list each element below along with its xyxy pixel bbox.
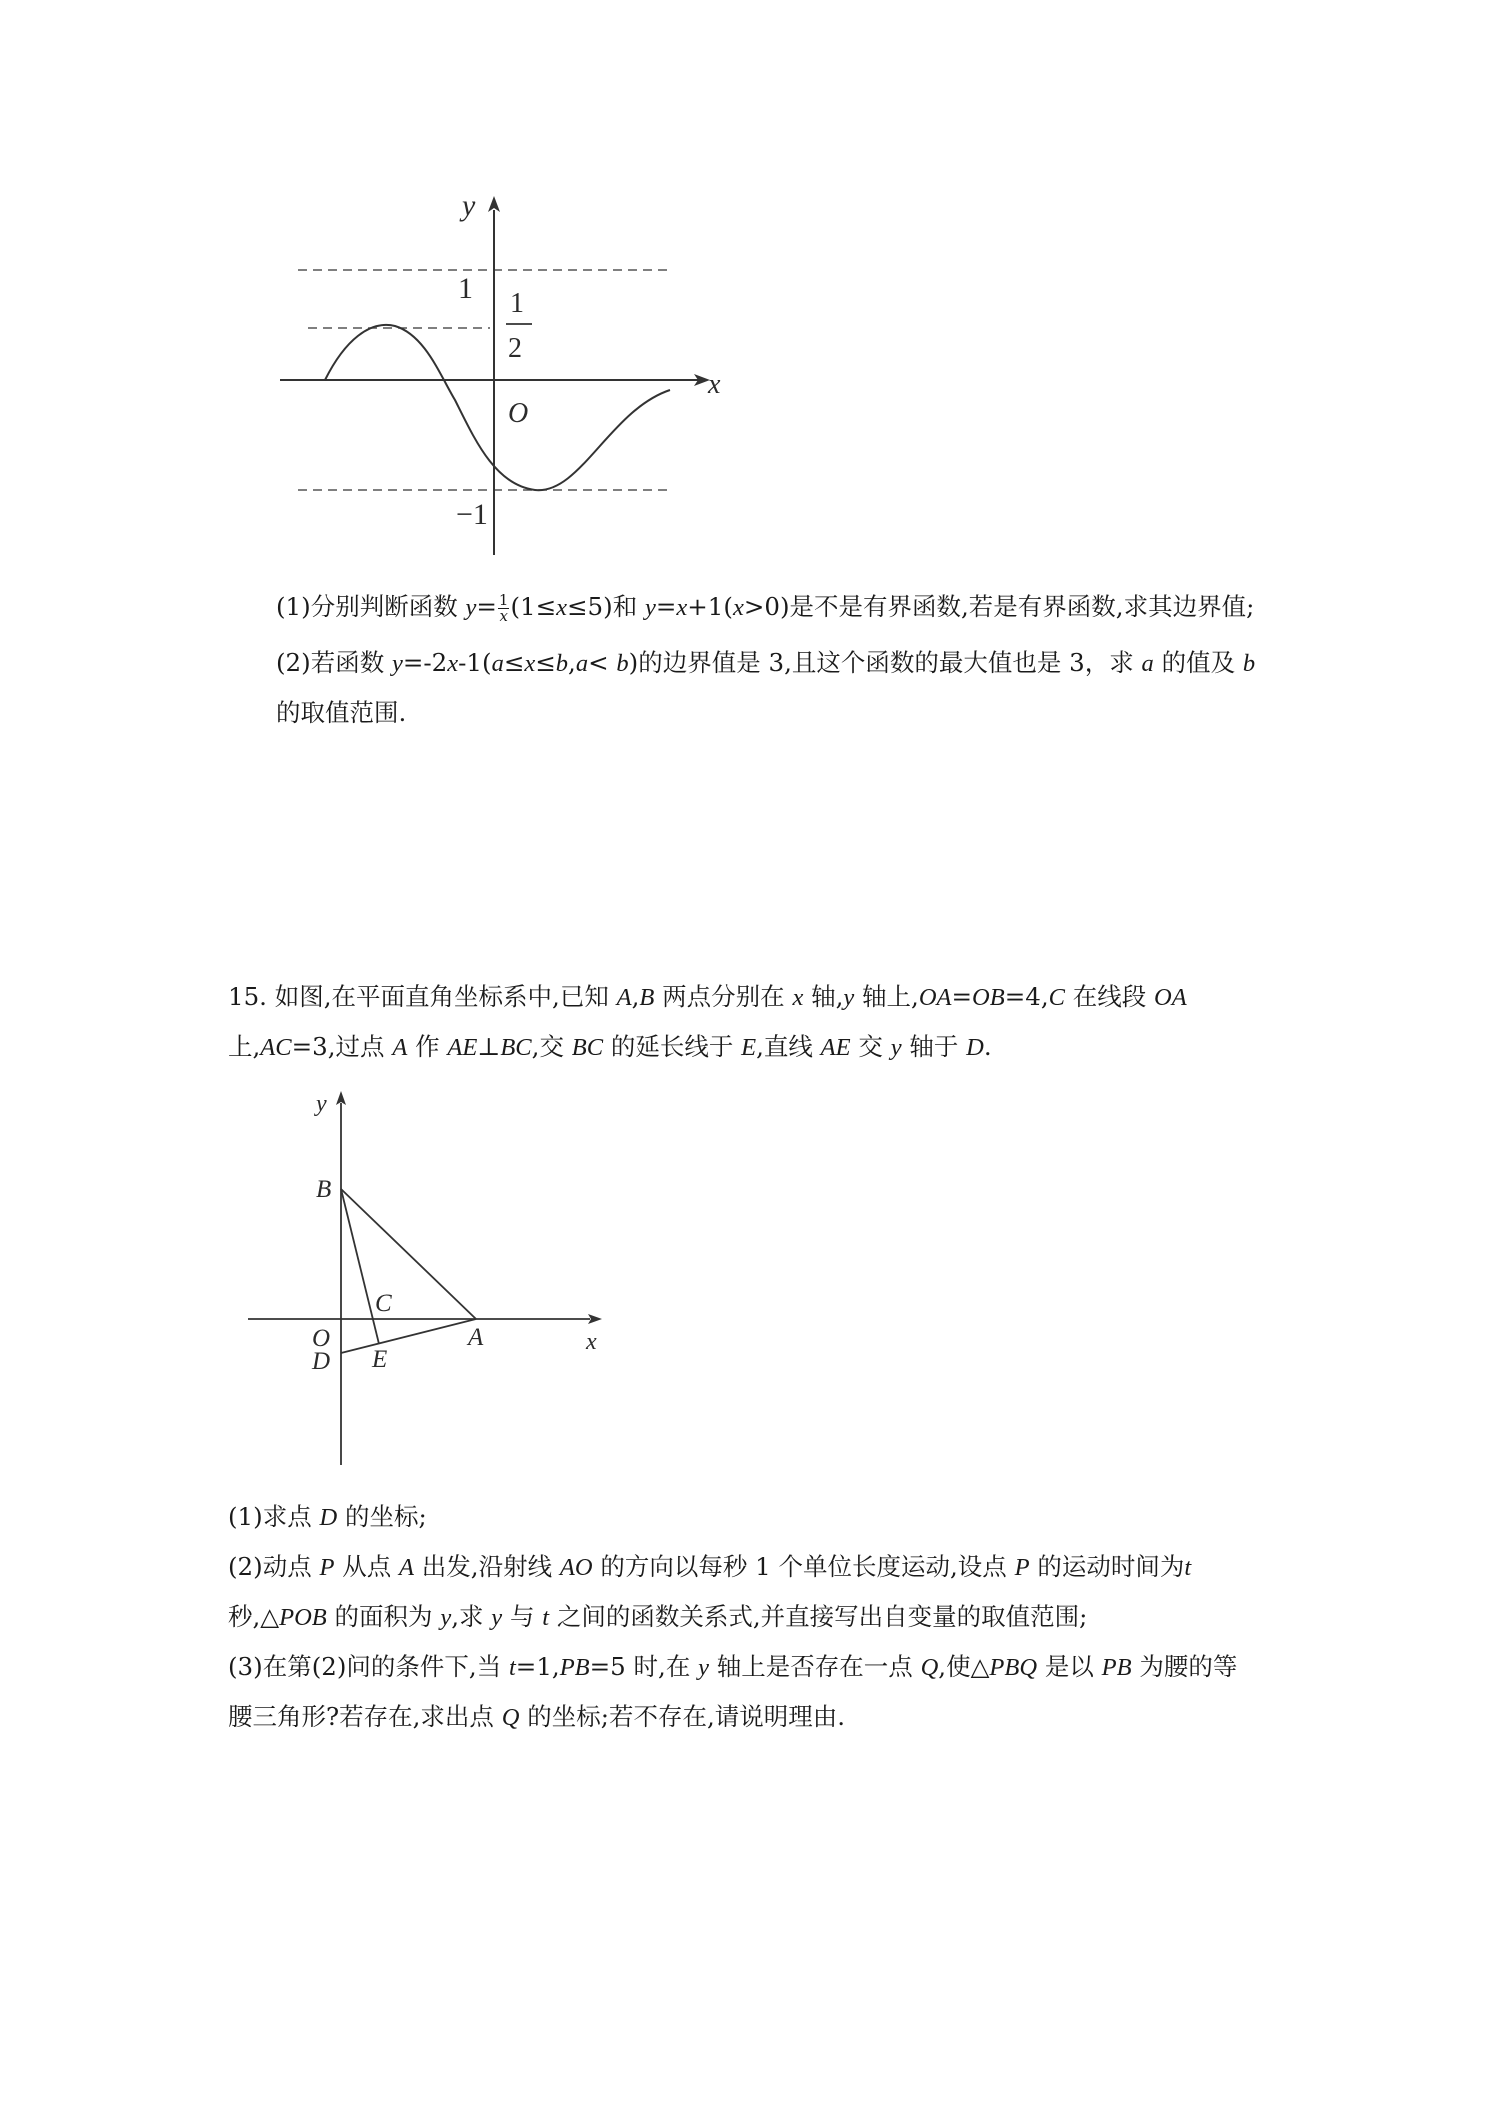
- label-minus-one: −1: [456, 498, 488, 531]
- segment-BE: [341, 1189, 379, 1344]
- q15-part2-line1: (2)动点 P 从点 A 出发,沿射线 AO 的方向以每秒 1 个单位长度运动,设点 P 的运动时间为t: [228, 1552, 1192, 1581]
- fig2-x-label: x: [586, 1329, 597, 1355]
- fig2-y-axis-arrow: [336, 1091, 346, 1105]
- label-one: 1: [458, 272, 473, 305]
- fig2-y-label: y: [316, 1091, 327, 1117]
- function-curve: [325, 325, 670, 490]
- q15-part3-line1: (3)在第(2)问的条件下,当 t=1,PB=5 时,在 y 轴上是否存在一点 Q,使△PBQ 是以 PB 为腰的等: [228, 1652, 1238, 1681]
- label-E: E: [372, 1346, 388, 1373]
- q14-part1: (1)分别判断函数 y= $\frac{1}{x}$ (1≤x≤5)和 y=x+1(x>0)是不是有界函数,若是有界函数,求其边界值;: [276, 591, 1255, 625]
- q15-part3-line2: 腰三角形?若存在,求出点 Q 的坐标;若不存在,请说明理由.: [228, 1702, 846, 1731]
- label-C: C: [375, 1290, 392, 1317]
- q15-part1: (1)求点 D 的坐标;: [228, 1502, 427, 1531]
- q15-part2-line2: 秒,△POB 的面积为 y,求 y 与 t 之间的函数关系式,并直接写出自变量的取值范围;: [228, 1602, 1088, 1631]
- segment-BA: [341, 1189, 476, 1319]
- label-A: A: [468, 1324, 484, 1351]
- label-B: B: [316, 1176, 332, 1203]
- fraction-one-over-x: $\frac{1}{x}$: [498, 591, 509, 625]
- segment-DA: [341, 1319, 476, 1353]
- q14-part2-line1: (2)若函数 y=-2x-1(a≤x≤b,a< b)的边界值是 3,且这个函数的最大值也是 3，求 a 的值及 b: [276, 648, 1256, 677]
- q15-statement-line2: 上,AC=3,过点 A 作 AE⊥BC,交 BC 的延长线于 E,直线 AE 交 y 轴于 D.: [228, 1032, 992, 1061]
- label-origin: O: [508, 398, 529, 429]
- y-axis-arrow: [488, 196, 500, 212]
- label-half-denominator: 2: [508, 333, 522, 364]
- triangle-coordinate-figure: [240, 1085, 620, 1475]
- q14-part2-line2: 的取值范围.: [276, 698, 407, 727]
- label-D: D: [312, 1348, 331, 1375]
- y-axis-label: y: [462, 190, 476, 222]
- x-axis-label: x: [708, 369, 721, 400]
- label-half-numerator: 1: [510, 288, 524, 319]
- q15-statement-line1: 15. 如图,在平面直角坐标系中,已知 A,B 两点分别在 x 轴,y 轴上,OA=OB=4,C 在线段 OA: [228, 982, 1187, 1011]
- label-O: O: [312, 1325, 331, 1352]
- fig2-x-axis-arrow: [588, 1314, 602, 1324]
- bounded-function-figure: [270, 190, 750, 570]
